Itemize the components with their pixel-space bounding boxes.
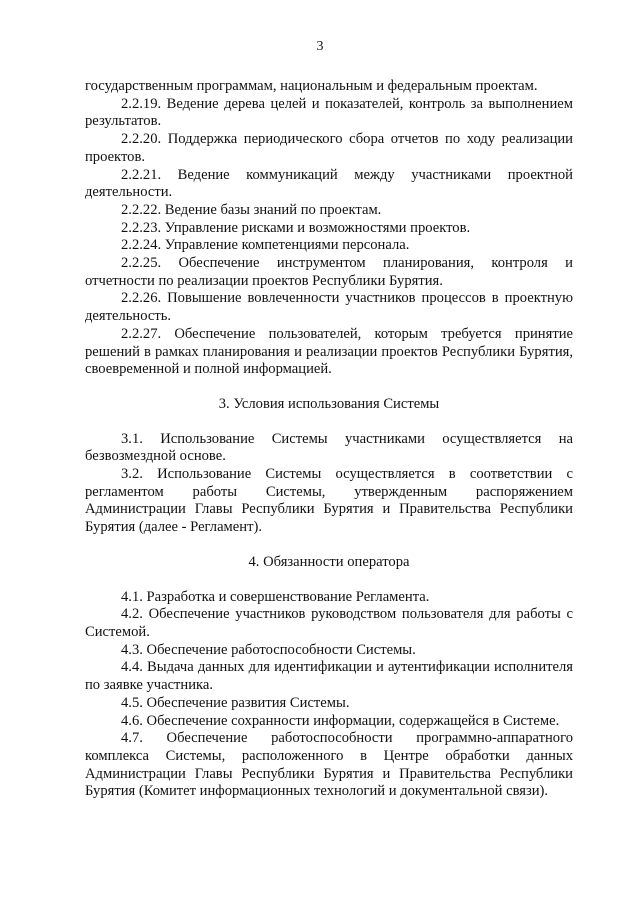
document-body [85, 78, 573, 801]
item-4-5: 4.5. Обеспечение развития Системы. [121, 694, 350, 711]
page-number: 3 [316, 39, 324, 54]
item-4-4: 4.4. Выдача данных для идентификации и аутентификации исполнителя по заявке участника. [85, 659, 573, 694]
item-2-2-21: 2.2.21. Ведение коммуникаций между участниками проектной деятельности. [85, 166, 573, 201]
continuation-text: государственным программам, национальным и федеральным проектам. [85, 78, 538, 94]
item-2-2-23: 2.2.23. Управление рисками и возможностями проектов. [121, 219, 471, 236]
section-4-heading: 4. Обязанности оператора [248, 553, 410, 570]
item-4-3: 4.3. Обеспечение работоспособности Системы. [121, 641, 416, 658]
item-4-2: 4.2. Обеспечение участников руководством пользователя для работы с Системой. [85, 606, 573, 640]
item-2-2-24: 2.2.24. Управление компетенциями персонала. [121, 237, 410, 254]
item-3-2: 3.2. Использование Системы осуществляется в соответствии с регламентом работы Системы, утвержденным распоряжением Администрации Главы Республики Бурятия и Правительства Республики Бурятия (далее - Регламент). [85, 466, 573, 536]
item-4-7: 4.7. Обеспечение работоспособности программно-аппаратного комплекса Системы, расположенного в Центре обработки данных Администрации Главы Республики Бурятия и Правительства Республики Бурятия (Комитет информационных технологий и документальной связи). [85, 730, 573, 800]
item-2-2-19: 2.2.19. Ведение дерева целей и показателей, контроль за выполнением результатов. [85, 95, 573, 130]
item-3-1: 3.1. Использование Системы участниками осуществляется на безвозмездной основе. [85, 430, 573, 465]
item-4-6: 4.6. Обеспечение сохранности информации, содержащейся в Системе. [121, 712, 560, 729]
item-2-2-22: 2.2.22. Ведение базы знаний по проектам. [121, 201, 382, 218]
item-2-2-25: 2.2.25. Обеспечение инструментом планирования, контроля и отчетности по реализации проектов Республики Бурятия. [85, 255, 573, 289]
item-2-2-20: 2.2.20. Поддержка периодического сбора отчетов по ходу реализации проектов. [85, 131, 573, 165]
item-2-2-27: 2.2.27. Обеспечение пользователей, которым требуется принятие решений в рамках планирования и реализации проектов Республики Бурятия, своевременной и полной информацией. [85, 325, 573, 378]
section-3-heading: 3. Условия использования Системы [218, 395, 440, 412]
item-2-2-26: 2.2.26. Повышение вовлеченности участников процессов в проектную деятельность. [85, 290, 573, 325]
item-4-1: 4.1. Разработка и совершенствование Регламента. [121, 588, 430, 605]
